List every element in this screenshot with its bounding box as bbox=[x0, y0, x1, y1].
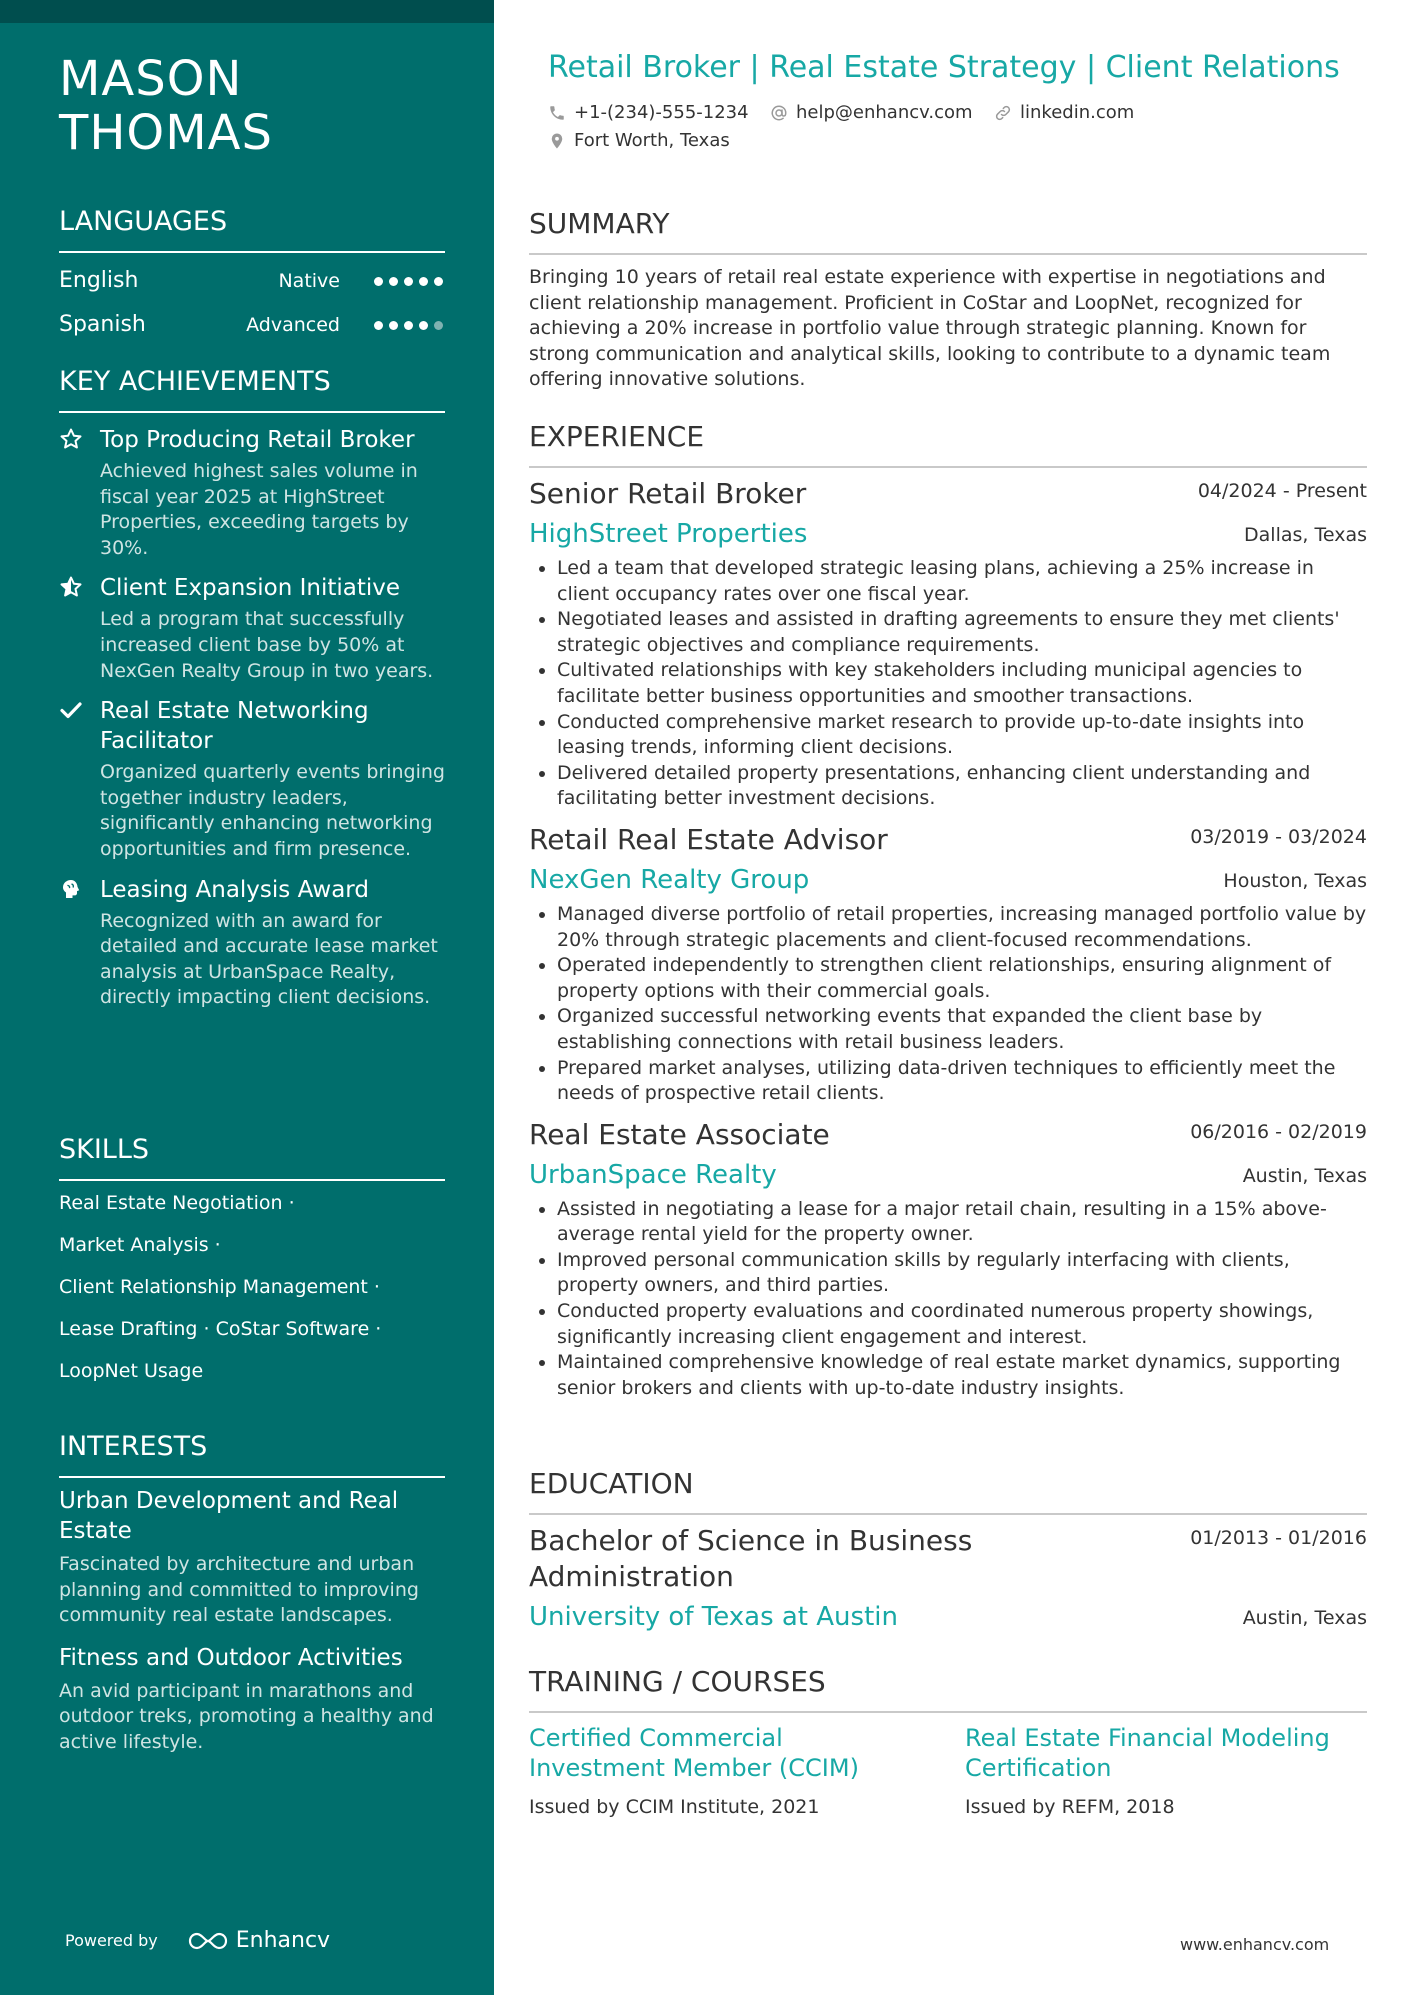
rating-dot-empty bbox=[434, 321, 443, 330]
link-icon bbox=[994, 104, 1012, 122]
bullet-item: • Managed diverse portfolio of retail properties, increasing managed portfolio value by 20% through strategic placements and client-focused recommendations. bbox=[557, 902, 1367, 953]
language-row bbox=[59, 303, 445, 347]
languages-title: LANGUAGES bbox=[59, 206, 228, 237]
phone-number: +1-(234)-555-1234 bbox=[574, 102, 749, 123]
job-location: Houston, Texas bbox=[1223, 869, 1367, 892]
phone-icon bbox=[548, 104, 566, 122]
linkedin-contact bbox=[994, 101, 1134, 125]
achievement-title: Real Estate Networking Facilitator bbox=[100, 698, 369, 755]
skills-title: SKILLS bbox=[59, 1134, 150, 1165]
first-name: MASON bbox=[59, 51, 243, 107]
section-divider bbox=[59, 251, 445, 253]
skill-line: LoopNet Usage bbox=[59, 1360, 204, 1382]
checkmark-icon bbox=[59, 698, 83, 722]
achievement-item bbox=[59, 573, 445, 684]
powered-by-label: Powered by bbox=[65, 1931, 158, 1950]
job-company: NexGen Realty Group bbox=[529, 864, 810, 895]
job-location: Dallas, Texas bbox=[1244, 524, 1367, 546]
course-title: Certified Commercial Investment Member (CCIM) bbox=[529, 1724, 859, 1782]
summary-title: SUMMARY bbox=[529, 207, 670, 240]
achievement-item bbox=[59, 696, 445, 862]
job-bullets bbox=[529, 556, 1367, 812]
linkedin-url[interactable]: linkedin.com bbox=[1020, 102, 1135, 123]
achievement-desc: Led a program that successfully increased client base by 50% at NexGen Realty Group in two years. bbox=[100, 608, 434, 682]
job-title: Senior Retail Broker bbox=[529, 477, 807, 510]
language-rating bbox=[374, 259, 443, 303]
job-entry bbox=[529, 822, 1367, 1107]
job-date: 04/2024 - Present bbox=[1197, 480, 1367, 502]
star-half-icon bbox=[59, 575, 83, 599]
bullet-item: • Improved personal communication skills by regularly interfacing with clients, property owners, and third parties. bbox=[557, 1248, 1367, 1299]
section-divider bbox=[529, 466, 1367, 468]
bullet-item: • Assisted in negotiating a lease for a major retail chain, resulting in a 15% above-average rental yield for the property owner. bbox=[557, 1197, 1367, 1248]
website-link[interactable]: www.enhancv.com bbox=[1180, 1935, 1330, 1954]
course-title: Real Estate Financial Modeling Certification bbox=[965, 1724, 1330, 1782]
interest-desc: Fascinated by architecture and urban planning and committed to improving community real estate landscapes. bbox=[59, 1553, 419, 1627]
achievement-item bbox=[59, 875, 445, 1011]
location-text: Fort Worth, Texas bbox=[574, 130, 730, 151]
location-contact bbox=[548, 129, 730, 153]
course-item bbox=[965, 1723, 1361, 1820]
skills-section bbox=[59, 1133, 445, 1401]
job-date: 03/2019 - 03/2024 bbox=[1190, 825, 1367, 848]
interest-title: Fitness and Outdoor Activities bbox=[59, 1644, 403, 1671]
achievements-section bbox=[59, 365, 445, 1023]
course-list bbox=[529, 1723, 1367, 1820]
achievement-desc: Organized quarterly events bringing together industry leaders, significantly enhancing networking opportunities and firm presence. bbox=[100, 761, 445, 860]
achievement-title: Top Producing Retail Broker bbox=[100, 427, 415, 453]
rating-dot-filled bbox=[404, 321, 413, 330]
language-name: Spanish bbox=[59, 312, 146, 337]
email-address[interactable]: help@enhancv.com bbox=[796, 102, 973, 123]
achievement-title: Leasing Analysis Award bbox=[100, 876, 369, 903]
at-sign-icon bbox=[770, 104, 788, 122]
section-divider bbox=[59, 1476, 445, 1478]
bullet-item: • Conducted comprehensive market research to provide up-to-date insights into leasing trends, informing client decisions. bbox=[557, 710, 1367, 761]
education-section bbox=[529, 1467, 1367, 1635]
interests-section bbox=[59, 1430, 445, 1770]
rating-dot-filled bbox=[434, 277, 443, 286]
course-item bbox=[529, 1723, 925, 1820]
bullet-item: • Delivered detailed property presentations, enhancing client understanding and facilitating better investment decisions. bbox=[557, 761, 1367, 812]
course-issuer: Issued by REFM, 2018 bbox=[965, 1796, 1175, 1818]
language-rating bbox=[374, 303, 443, 347]
school-location: Austin, Texas bbox=[1242, 1607, 1367, 1629]
rating-dot-filled bbox=[374, 277, 383, 286]
brand-name: Enhancv bbox=[235, 1928, 331, 1953]
enhancv-logo[interactable] bbox=[186, 1930, 330, 1952]
job-company: HighStreet Properties bbox=[529, 519, 808, 549]
sidebar bbox=[0, 0, 494, 1995]
achievements-title: KEY ACHIEVEMENTS bbox=[59, 366, 331, 397]
last-name: THOMAS bbox=[59, 105, 273, 161]
rating-dot-filled bbox=[404, 277, 413, 286]
rating-dot-filled bbox=[419, 277, 428, 286]
job-title: Retail Real Estate Advisor bbox=[529, 822, 888, 856]
bullet-item: • Cultivated relationships with key stakeholders including municipal agencies to facilitate better business opportunities and smoother transactions. bbox=[557, 658, 1367, 709]
training-title: TRAINING / COURSES bbox=[529, 1665, 826, 1698]
sidebar-top-bar bbox=[0, 0, 494, 23]
course-issuer: Issued by CCIM Institute, 2021 bbox=[529, 1796, 820, 1818]
star-outline-icon bbox=[59, 427, 83, 451]
skill-line: Lease Drafting · CoStar Software · bbox=[59, 1318, 382, 1340]
job-entry bbox=[529, 1117, 1367, 1402]
achievement-desc: Recognized with an award for detailed and accurate lease market analysis at UrbanSpace Realty, directly impacting client decisions. bbox=[100, 909, 438, 1009]
school-name: University of Texas at Austin bbox=[529, 1602, 898, 1632]
summary-text: Bringing 10 years of retail real estate experience with expertise in negotiations and client relationship management. Proficient in CoStar and LoopNet, recognized for achieving a 20% increase in portfolio value through strategic planning. Known for strong communication and analytical skills, looking to contribute to a dynamic team offering innovative solutions. bbox=[529, 266, 1331, 391]
achievement-desc: Achieved highest sales volume in fiscal year 2025 at HighStreet Properties, exceeding targets by 30%. bbox=[100, 460, 418, 559]
headline: Retail Broker | Real Estate Strategy | Client Relations bbox=[548, 50, 1340, 85]
email-contact bbox=[770, 101, 973, 125]
language-level: Native bbox=[278, 270, 340, 292]
experience-title: EXPERIENCE bbox=[529, 420, 705, 453]
interest-desc: An avid participant in marathons and outdoor treks, promoting a healthy and active lifestyle. bbox=[59, 1679, 434, 1753]
rating-dot-filled bbox=[374, 321, 383, 330]
job-title: Real Estate Associate bbox=[529, 1117, 830, 1151]
job-company: UrbanSpace Realty bbox=[529, 1159, 777, 1190]
job-entry bbox=[529, 476, 1367, 812]
bullet-item: • Conducted property evaluations and coordinated numerous property showings, significantly increasing client engagement and interest. bbox=[557, 1299, 1367, 1350]
language-row bbox=[59, 259, 445, 303]
job-date: 06/2016 - 02/2019 bbox=[1190, 1120, 1367, 1143]
rating-dot-filled bbox=[419, 321, 428, 330]
section-divider bbox=[59, 1179, 445, 1181]
job-location: Austin, Texas bbox=[1242, 1164, 1367, 1187]
powered-by bbox=[65, 1930, 330, 1952]
brain-icon bbox=[59, 877, 83, 901]
interest-title: Urban Development and Real Estate bbox=[59, 1488, 399, 1544]
skill-line: Real Estate Negotiation · bbox=[59, 1192, 295, 1214]
degree-title: Bachelor of Science in Business Administration bbox=[529, 1524, 973, 1593]
rating-dot-filled bbox=[389, 321, 398, 330]
skill-line: Client Relationship Management · bbox=[59, 1276, 380, 1298]
job-bullets bbox=[529, 902, 1367, 1107]
skill-line: Market Analysis · bbox=[59, 1234, 221, 1256]
training-section bbox=[529, 1665, 1367, 1820]
achievement-title: Client Expansion Initiative bbox=[100, 575, 401, 602]
language-name: English bbox=[59, 268, 139, 293]
experience-section bbox=[529, 420, 1367, 1401]
section-divider bbox=[529, 1513, 1367, 1515]
section-divider bbox=[529, 253, 1367, 255]
phone-contact bbox=[548, 101, 749, 125]
rating-dot-filled bbox=[389, 277, 398, 286]
interests-title: INTERESTS bbox=[59, 1431, 208, 1462]
education-entry bbox=[529, 1523, 1367, 1635]
candidate-name bbox=[59, 52, 273, 160]
section-divider bbox=[59, 411, 445, 413]
education-date: 01/2013 - 01/2016 bbox=[1190, 1527, 1367, 1549]
infinity-icon bbox=[186, 1930, 230, 1952]
bullet-item: • Led a team that developed strategic leasing plans, achieving a 25% increase in client occupancy rates over one fiscal year. bbox=[557, 556, 1367, 607]
section-divider bbox=[529, 1711, 1367, 1713]
languages-section bbox=[59, 205, 445, 347]
job-bullets bbox=[529, 1197, 1367, 1402]
language-level: Advanced bbox=[246, 314, 340, 336]
bullet-item: • Negotiated leases and assisted in drafting agreements to ensure they met clients' strategic objectives and compliance requirements. bbox=[557, 607, 1367, 658]
bullet-item: • Organized successful networking events that expanded the client base by establishing connections with retail business leaders. bbox=[557, 1004, 1367, 1055]
location-pin-icon bbox=[548, 132, 566, 150]
bullet-item: • Prepared market analyses, utilizing data-driven techniques to efficiently meet the needs of prospective retail clients. bbox=[557, 1056, 1367, 1107]
summary-section bbox=[529, 207, 1367, 393]
achievement-item bbox=[59, 425, 445, 561]
education-title: EDUCATION bbox=[529, 1467, 694, 1500]
bullet-item: • Operated independently to strengthen client relationships, ensuring alignment of property options with their commercial goals. bbox=[557, 953, 1367, 1004]
bullet-item: • Maintained comprehensive knowledge of real estate market dynamics, supporting senior brokers and clients with up-to-date industry insights. bbox=[557, 1350, 1367, 1401]
